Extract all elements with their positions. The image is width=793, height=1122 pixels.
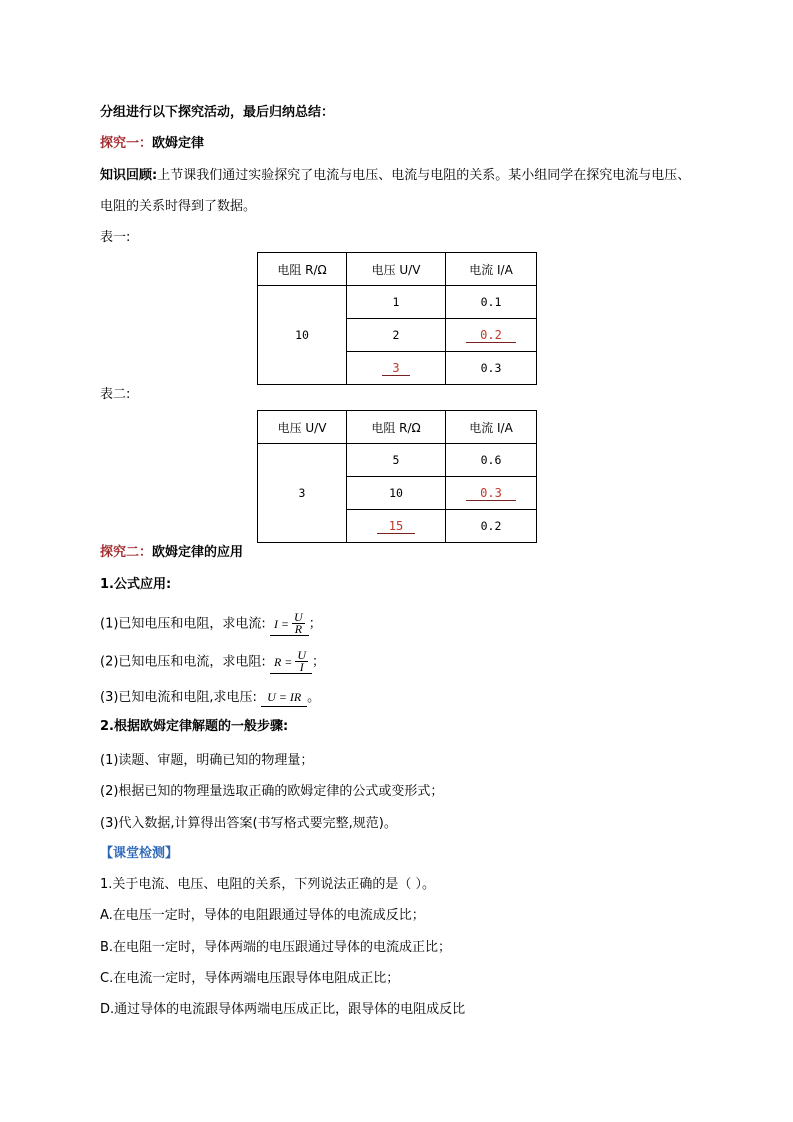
formula-tail: 。 bbox=[307, 690, 321, 705]
table-cell bbox=[347, 510, 446, 543]
table1 bbox=[257, 252, 537, 385]
formula-denominator: R bbox=[294, 622, 303, 636]
answer-blank: 15 bbox=[377, 519, 415, 534]
table-cell: 2 bbox=[347, 319, 446, 352]
review-label: 知识回顾: bbox=[100, 168, 158, 183]
table-cell: 3 bbox=[258, 444, 347, 543]
table-header: 电流 I/A bbox=[446, 253, 537, 286]
table-cell bbox=[446, 477, 537, 510]
explore1-title: 欧姆定律 bbox=[152, 136, 205, 151]
review-line2: 电阻的关系时得到了数据。 bbox=[100, 199, 257, 214]
formula-tail: ； bbox=[308, 616, 322, 632]
formula-item-2 bbox=[100, 650, 325, 674]
explore1-heading bbox=[100, 135, 204, 153]
table1-caption: 表一: bbox=[100, 230, 131, 245]
option-a: A.在电压一定时，导体的电阻跟通过导体的电流成反比； bbox=[100, 908, 425, 923]
formula-resistance bbox=[270, 650, 312, 674]
review-line1 bbox=[100, 167, 690, 185]
formula-voltage: U = IR bbox=[261, 688, 307, 707]
formula-current bbox=[270, 612, 309, 636]
formula-item-3 bbox=[100, 688, 320, 707]
answer-blank: 0.2 bbox=[466, 328, 516, 343]
table-cell: 0.3 bbox=[446, 352, 537, 385]
formula-numerator: U bbox=[297, 648, 307, 662]
answer-blank: 0.3 bbox=[466, 486, 516, 501]
table-header: 电流 I/A bbox=[446, 411, 537, 444]
formula-text: (3)已知电流和电阻,求电压: bbox=[100, 690, 257, 705]
explore2-prefix: 探究二： bbox=[100, 545, 153, 560]
table-cell: 0.1 bbox=[446, 286, 537, 319]
formula-heading: 1.公式应用: bbox=[100, 577, 172, 592]
explore1-prefix: 探究一： bbox=[100, 136, 153, 151]
question-text: 1.关于电流、电压、电阻的关系，下列说法正确的是（ ）。 bbox=[100, 877, 436, 892]
table-header: 电阻 R/Ω bbox=[258, 253, 347, 286]
formula-text: (2)已知电压和电流，求电阻: bbox=[100, 654, 266, 670]
table-row bbox=[258, 444, 537, 477]
table-header: 电阻 R/Ω bbox=[347, 411, 446, 444]
table-cell: 5 bbox=[347, 444, 446, 477]
formula-item-1 bbox=[100, 612, 322, 636]
table-row bbox=[258, 253, 537, 286]
step-item: (3)代入数据,计算得出答案(书写格式要完整,规范)。 bbox=[100, 816, 397, 831]
table-cell bbox=[347, 352, 446, 385]
table-row bbox=[258, 411, 537, 444]
table-header: 电压 U/V bbox=[347, 253, 446, 286]
option-b: B.在电阻一定时，导体两端的电压跟通过导体的电流成正比； bbox=[100, 940, 452, 955]
formula-lhs: I = bbox=[273, 616, 290, 631]
step-item: (2)根据已知的物理量选取正确的欧姆定律的公式或变形式； bbox=[100, 784, 444, 799]
intro-text: 分组进行以下探究活动，最后归纳总结： bbox=[100, 105, 335, 120]
table-header: 电压 U/V bbox=[258, 411, 347, 444]
explore2-title: 欧姆定律的应用 bbox=[152, 545, 244, 560]
table-cell bbox=[446, 319, 537, 352]
step-item: (1)读题、审题，明确已知的物理量； bbox=[100, 753, 314, 768]
answer-blank: 3 bbox=[382, 361, 409, 376]
table-cell: 0.2 bbox=[446, 510, 537, 543]
table-row bbox=[258, 286, 537, 319]
table2 bbox=[257, 410, 537, 543]
table-cell: 1 bbox=[347, 286, 446, 319]
explore2-heading bbox=[100, 544, 243, 562]
formula-lhs: R = bbox=[273, 654, 293, 669]
formula-tail: ； bbox=[312, 654, 326, 670]
option-c: C.在电流一定时，导体两端电压跟导体电阻成正比； bbox=[100, 971, 400, 986]
table2-caption: 表二: bbox=[100, 387, 131, 402]
table-cell: 10 bbox=[258, 286, 347, 385]
formula-numerator: U bbox=[294, 610, 303, 624]
formula-text: (1)已知电压和电阻，求电流: bbox=[100, 616, 266, 632]
review-text1: 上节课我们通过实验探究了电流与电压、电流与电阻的关系。某小组同学在探究电流与电压、 bbox=[157, 168, 691, 183]
steps-heading: 2.根据欧姆定律解题的一般步骤: bbox=[100, 719, 289, 734]
table-cell: 0.6 bbox=[446, 444, 537, 477]
formula-denominator: I bbox=[299, 660, 304, 674]
option-d: D.通过导体的电流跟导体两端电压成正比，跟导体的电阻成反比 bbox=[100, 1002, 466, 1017]
check-title: 【课堂检测】 bbox=[100, 846, 179, 861]
table-cell: 10 bbox=[347, 477, 446, 510]
